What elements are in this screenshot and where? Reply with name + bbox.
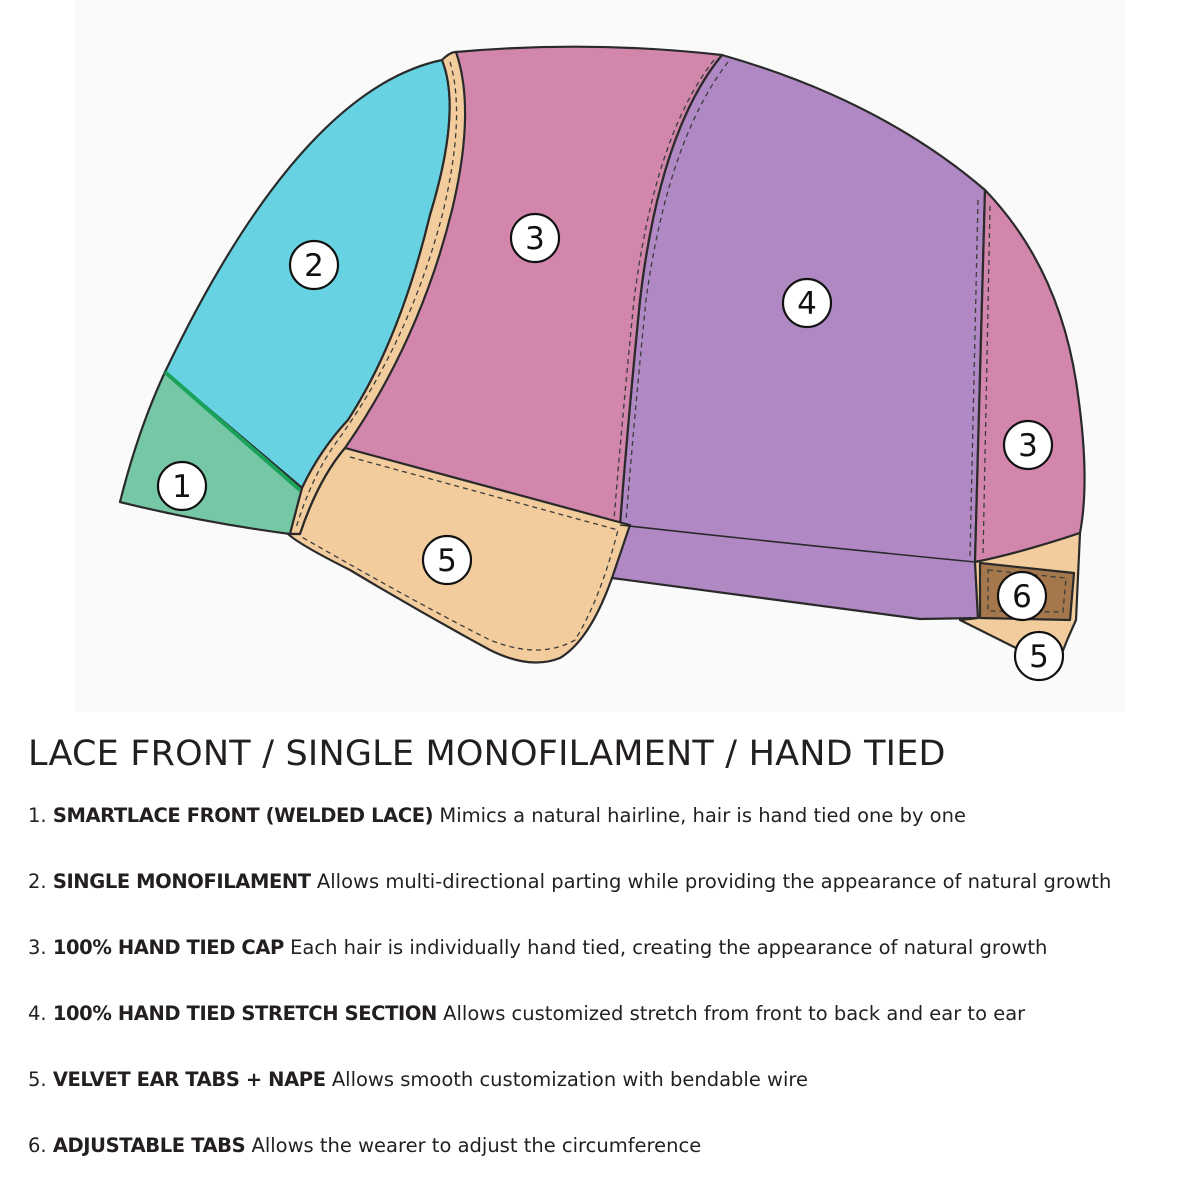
marker-5-nape-label: 5 (1029, 639, 1049, 675)
legend-description: Mimics a natural hairline, hair is hand tied one by one (439, 804, 966, 827)
marker-3-rear (1004, 421, 1052, 469)
legend-number: 5. (28, 1068, 47, 1091)
marker-3-rear-label: 3 (1018, 428, 1038, 464)
marker-5-ear-label: 5 (437, 543, 457, 579)
legend-number: 6. (28, 1134, 47, 1157)
legend-term: SINGLE MONOFILAMENT (52, 870, 311, 893)
legend-number: 1. (28, 804, 47, 827)
legend-term: 100% HAND TIED STRETCH SECTION (52, 1002, 437, 1025)
marker-1-label: 1 (172, 469, 192, 505)
legend-term: ADJUSTABLE TABS (52, 1134, 246, 1157)
legend-description: Allows smooth customization with bendable wire (331, 1068, 808, 1091)
marker-2-label: 2 (304, 248, 324, 284)
legend-description: Each hair is individually hand tied, creating the appearance of natural growth (290, 936, 1048, 959)
legend-item-4 (28, 998, 1198, 1064)
legend-description: Allows customized stretch from front to back and ear to ear (443, 1002, 1026, 1025)
marker-2 (290, 241, 338, 289)
legend-number: 2. (28, 870, 47, 893)
legend-item-1 (28, 800, 1198, 866)
legend-number: 4. (28, 1002, 47, 1025)
legend-description: Allows multi-directional parting while providing the appearance of natural growth (316, 870, 1112, 893)
marker-4 (783, 279, 831, 327)
legend-item-2 (28, 866, 1198, 932)
marker-5-ear (423, 536, 471, 584)
marker-3-front-label: 3 (525, 221, 545, 257)
marker-6-label: 6 (1012, 579, 1032, 615)
marker-3-front (511, 214, 559, 262)
marker-1 (158, 462, 206, 510)
legend-term: VELVET EAR TABS + NAPE (52, 1068, 326, 1091)
legend-description: Allows the wearer to adjust the circumference (251, 1134, 702, 1157)
legend-list (28, 800, 1198, 1196)
legend-item-3 (28, 932, 1198, 998)
legend-item-5 (28, 1064, 1198, 1130)
marker-5-nape (1015, 632, 1063, 680)
page-title: LACE FRONT / SINGLE MONOFILAMENT / HAND TIED (28, 734, 946, 774)
marker-6 (998, 572, 1046, 620)
marker-4-label: 4 (797, 286, 817, 322)
legend-number: 3. (28, 936, 47, 959)
legend-item-6 (28, 1130, 1198, 1196)
legend-term: SMARTLACE FRONT (WELDED LACE) (52, 804, 434, 827)
legend-term: 100% HAND TIED CAP (52, 936, 284, 959)
